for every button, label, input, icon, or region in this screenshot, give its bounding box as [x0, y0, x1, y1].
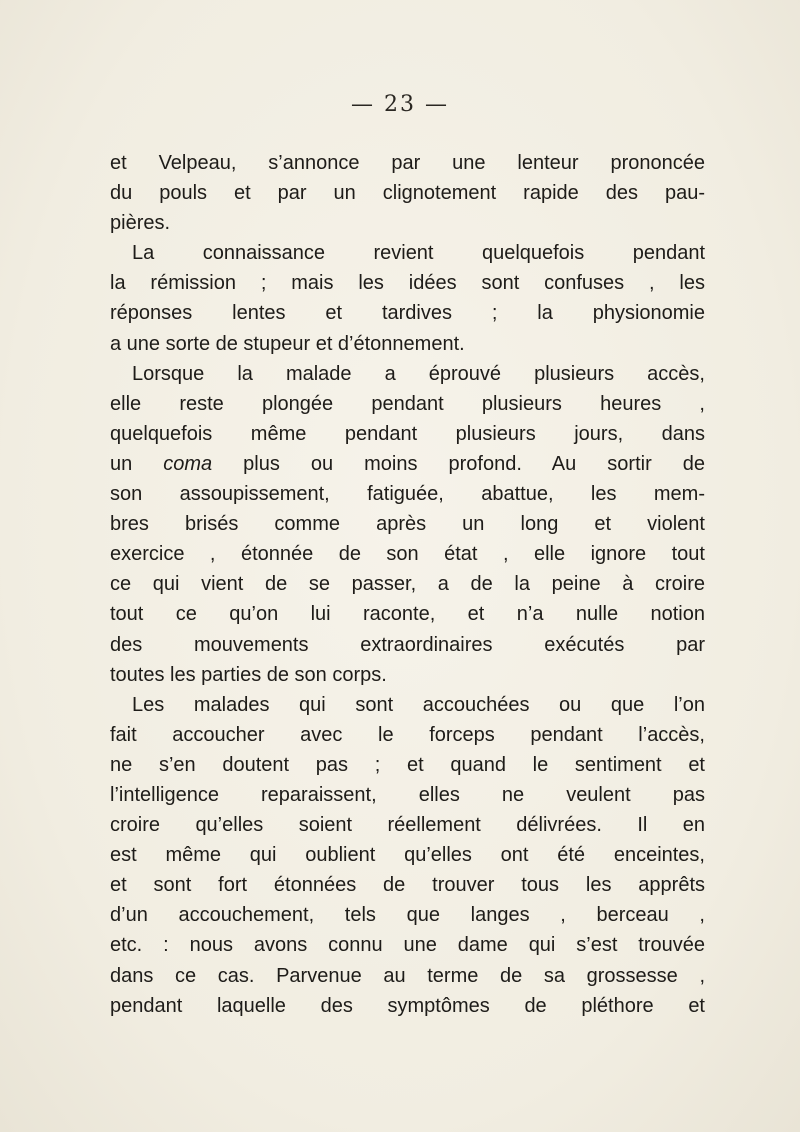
text-line: etc. : nous avons connu une dame qui s’est trouvée: [110, 934, 705, 957]
text-line: Lorsque la malade a éprouvé plusieurs accès,: [132, 362, 705, 385]
text-line: fait accoucher avec le forceps pendant l’accès,: [110, 723, 705, 746]
text-line: pières.: [110, 212, 171, 235]
text-line: réponses lentes et tardives ; la physionomie: [110, 302, 705, 325]
text-line: quelquefois même pendant plusieurs jours, dans: [110, 422, 705, 445]
text-line: Les malades qui sont accouchées ou que l’on: [132, 693, 705, 716]
page-number: — 23 —: [351, 92, 449, 117]
text-line: bres brisés comme après un long et violent: [110, 513, 705, 536]
text-line: exercice , étonnée de son état , elle ignore tout: [110, 543, 705, 566]
text-line: elle reste plongée pendant plusieurs heures ,: [110, 392, 705, 415]
text-line: ce qui vient de se passer, a de la peine à croire: [110, 573, 705, 596]
text-line: et Velpeau, s’annonce par une lenteur prononcée: [110, 152, 705, 174]
text-line: toutes les parties de son corps.: [110, 663, 387, 686]
text-line: pendant laquelle des symptômes de pléthore et: [110, 994, 705, 1017]
text-line: du pouls et par un clignotement rapide des pau-: [110, 182, 705, 205]
body-text: [110, 148, 705, 1021]
text-line: est même qui oublient qu’elles ont été enceintes,: [110, 844, 705, 867]
text-line: la rémission ; mais les idées sont confuses , les: [110, 272, 705, 295]
text-line: l’intelligence reparaissent, elles ne veulent pas: [110, 783, 705, 806]
text-line: un coma plus ou moins profond. Au sortir de: [110, 452, 705, 475]
text-line: d’un accouchement, tels que langes , berceau ,: [110, 904, 705, 927]
text-line: dans ce cas. Parvenue au terme de sa grossesse ,: [110, 964, 705, 987]
text-line: et sont fort étonnées de trouver tous les apprêts: [110, 874, 705, 897]
text-line: croire qu’elles soient réellement délivrées. Il en: [110, 814, 705, 837]
text-line: son assoupissement, fatiguée, abattue, les mem-: [110, 483, 705, 506]
text-line: ne s’en doutent pas ; et quand le sentiment et: [110, 753, 705, 776]
text-line: des mouvements extraordinaires exécutés par: [110, 633, 705, 656]
text-line: tout ce qu’on lui raconte, et n’a nulle notion: [110, 603, 705, 626]
text-line: a une sorte de stupeur et d’étonnement.: [110, 332, 465, 355]
text-line: La connaissance revient quelquefois pendant: [132, 242, 705, 265]
